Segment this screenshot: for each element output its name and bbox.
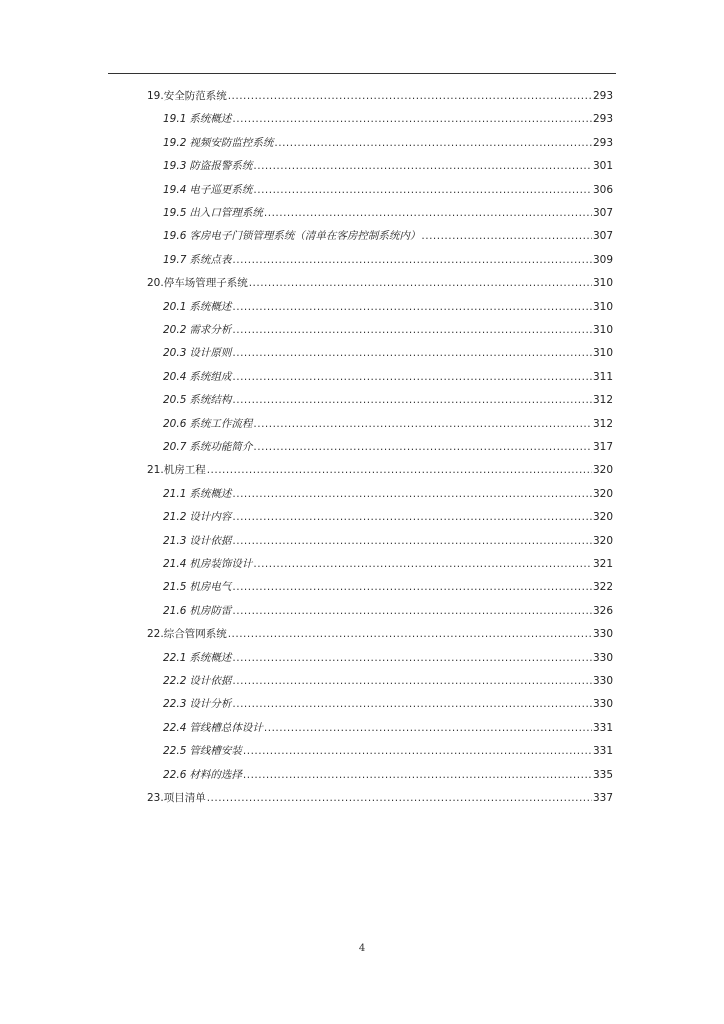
- toc-section-entry[interactable]: [163, 740, 613, 762]
- toc-section-entry[interactable]: [163, 179, 613, 201]
- toc-dot-leader: [228, 623, 592, 645]
- toc-entry-title: 系统概述: [189, 651, 232, 664]
- toc-dot-leader: [232, 530, 592, 552]
- toc-section-entry[interactable]: [163, 366, 613, 388]
- toc-dot-leader: [232, 342, 592, 364]
- toc-entry-page: 301: [592, 160, 613, 173]
- toc-entry-page: 312: [592, 417, 613, 430]
- toc-entry-page: 310: [592, 347, 613, 360]
- toc-entry-number: 22.: [147, 628, 164, 641]
- toc-section-entry[interactable]: [163, 342, 613, 364]
- toc-entry-number: 20.6: [163, 417, 187, 430]
- toc-section-entry[interactable]: [163, 764, 613, 786]
- toc-entry-page: 310: [592, 324, 613, 336]
- toc-entry-page: 330: [592, 628, 613, 641]
- toc-entry-page: 330: [592, 651, 613, 664]
- toc-dot-leader: [232, 366, 592, 388]
- toc-dot-leader: [232, 647, 592, 669]
- toc-dot-leader: [253, 179, 592, 201]
- toc-section-entry[interactable]: [163, 717, 613, 739]
- toc-dot-leader: [232, 483, 592, 505]
- toc-entry-title: 系统概述: [189, 487, 232, 500]
- toc-section-entry[interactable]: [163, 132, 613, 154]
- toc-entry-number: 21.2: [163, 511, 187, 524]
- toc-entry-number: 22.2: [163, 675, 187, 687]
- toc-section-entry[interactable]: [163, 155, 613, 177]
- toc-entry-page: 311: [592, 370, 613, 383]
- toc-entry-number: 19.: [147, 90, 164, 102]
- toc-entry-title: 材料的选择: [189, 768, 242, 781]
- toc-entry-page: 331: [592, 745, 613, 758]
- toc-entry-title: 机房装饰设计: [189, 558, 253, 570]
- toc-entry-page: 330: [592, 675, 613, 687]
- toc-section-entry[interactable]: [163, 553, 613, 575]
- toc-entry-number: 21.3: [163, 534, 187, 547]
- toc-entry-title: 出入口管理系统: [189, 207, 263, 219]
- toc-entry-number: 23.: [147, 792, 164, 804]
- toc-entry-number: 21.: [147, 464, 164, 477]
- toc-entry-number: 19.2: [163, 136, 187, 149]
- toc-entry-number: 20.7: [163, 441, 187, 453]
- toc-section-entry[interactable]: [163, 506, 613, 528]
- toc-entry-page: 335: [592, 768, 613, 781]
- toc-section-entry[interactable]: [163, 319, 613, 341]
- toc-entry-title: 系统点表: [189, 253, 232, 266]
- toc-entry-title: 机房电气: [189, 581, 232, 594]
- toc-entry-title: 系统工作流程: [189, 417, 253, 430]
- toc-entry-title: 系统功能简介: [189, 441, 253, 453]
- toc-entry-number: 21.1: [163, 487, 187, 500]
- toc-entry-number: 19.6: [163, 230, 187, 243]
- toc-entry-page: 307: [592, 230, 613, 243]
- toc-dot-leader: [243, 764, 592, 786]
- toc-entry-number: 20.4: [163, 370, 187, 383]
- toc-section-entry[interactable]: [163, 108, 613, 130]
- toc-dot-leader: [232, 296, 592, 318]
- toc-entry-title: 设计原则: [189, 347, 232, 360]
- toc-dot-leader: [232, 576, 592, 598]
- toc-entry-page: 320: [592, 534, 613, 547]
- toc-dot-leader: [232, 108, 592, 130]
- toc-entry-number: 20.: [147, 277, 164, 290]
- toc-entry-number: 20.3: [163, 347, 187, 360]
- toc-section-entry[interactable]: [163, 647, 613, 669]
- toc-entry-page: 320: [592, 511, 613, 524]
- toc-section-entry[interactable]: [163, 249, 613, 271]
- toc-entry-title: 设计内容: [189, 511, 232, 524]
- toc-entry-number: 22.5: [163, 745, 187, 758]
- toc-entry-title: 系统结构: [189, 394, 232, 407]
- toc-dot-leader: [264, 202, 592, 224]
- toc-dot-leader: [232, 249, 592, 271]
- toc-dot-leader: [264, 717, 592, 739]
- toc-entry-title: 系统概述: [189, 113, 232, 126]
- toc-entry-number: 20.5: [163, 394, 187, 407]
- toc-entry-number: 22.3: [163, 698, 187, 711]
- toc-entry-title: 电子巡更系统: [189, 183, 253, 196]
- toc-entry-page: 320: [592, 464, 613, 477]
- toc-entry-page: 337: [592, 792, 613, 804]
- toc-entry-page: 326: [592, 604, 613, 617]
- toc-entry-page: 321: [592, 558, 613, 570]
- toc-entry-page: 331: [592, 721, 613, 734]
- toc-entry-title: 设计依据: [189, 534, 232, 547]
- toc-dot-leader: [207, 787, 592, 809]
- toc-entry-page: 306: [592, 183, 613, 196]
- toc-dot-leader: [232, 506, 592, 528]
- toc-dot-leader: [232, 670, 592, 692]
- toc-entry-number: 19.1: [163, 113, 187, 126]
- toc-entry-number: 20.1: [163, 300, 187, 313]
- toc-entry-title: 系统概述: [189, 300, 232, 313]
- toc-entry-number: 22.1: [163, 651, 187, 664]
- toc-chapter-entry[interactable]: [147, 85, 613, 107]
- toc-chapter-entry[interactable]: [147, 459, 613, 481]
- toc-dot-leader: [232, 319, 592, 341]
- toc-dot-leader: [421, 225, 592, 247]
- toc-entry-page: 322: [592, 581, 613, 594]
- toc-entry-number: 21.6: [163, 604, 187, 617]
- toc-entry-title: 管线槽总体设计: [189, 721, 263, 734]
- toc-entry-title: 视频安防监控系统: [189, 136, 274, 149]
- toc-section-entry[interactable]: [163, 389, 613, 411]
- toc-chapter-entry[interactable]: [147, 623, 613, 645]
- toc-entry-number: 20.2: [163, 324, 187, 336]
- toc-entry-title: 安全防范系统: [163, 90, 227, 102]
- toc-entry-page: 330: [592, 698, 613, 711]
- toc-entry-title: 系统组成: [189, 370, 232, 383]
- toc-dot-leader: [232, 389, 592, 411]
- toc-dot-leader: [274, 132, 592, 154]
- toc-dot-leader: [243, 740, 592, 762]
- toc-entry-page: 317: [592, 441, 613, 453]
- toc-dot-leader: [228, 85, 592, 107]
- toc-entry-page: 310: [592, 300, 613, 313]
- toc-entry-page: 293: [592, 136, 613, 149]
- toc-dot-leader: [253, 553, 592, 575]
- toc-section-entry[interactable]: [163, 576, 613, 598]
- toc-entry-page: 310: [592, 277, 613, 290]
- toc-section-entry[interactable]: [163, 436, 613, 458]
- toc-section-entry[interactable]: [163, 413, 613, 435]
- toc-section-entry[interactable]: [163, 225, 613, 247]
- toc-section-entry[interactable]: [163, 530, 613, 552]
- toc-section-entry[interactable]: [163, 693, 613, 715]
- toc-entry-number: 21.4: [163, 558, 187, 570]
- toc-entry-page: 307: [592, 207, 613, 219]
- toc-chapter-entry[interactable]: [147, 272, 613, 294]
- toc-entry-page: 293: [592, 90, 613, 102]
- toc-entry-page: 293: [592, 113, 613, 126]
- toc-entry-title: 设计分析: [189, 698, 232, 711]
- toc-entry-number: 22.4: [163, 721, 187, 734]
- toc-entry-number: 19.4: [163, 183, 187, 196]
- toc-dot-leader: [232, 693, 592, 715]
- toc-section-entry[interactable]: [163, 600, 613, 622]
- toc-dot-leader: [253, 155, 592, 177]
- toc-entry-title: 停车场管理子系统: [163, 277, 248, 290]
- toc-section-entry[interactable]: [163, 296, 613, 318]
- toc-section-entry[interactable]: [163, 202, 613, 224]
- toc-dot-leader: [253, 413, 592, 435]
- toc-dot-leader: [207, 459, 592, 481]
- toc-entry-title: 需求分析: [189, 324, 232, 336]
- toc-section-entry[interactable]: [163, 483, 613, 505]
- toc-chapter-entry[interactable]: [147, 787, 613, 809]
- page-number: 4: [358, 943, 366, 954]
- toc-entry-title: 综合管网系统: [163, 628, 227, 641]
- toc-entry-page: 312: [592, 394, 613, 407]
- toc-entry-title: 机房防雷: [189, 604, 232, 617]
- toc-entry-page: 320: [592, 487, 613, 500]
- toc-entry-title: 防盗报警系统: [189, 160, 253, 173]
- toc-section-entry[interactable]: [163, 670, 613, 692]
- toc-entry-title: 管线槽安装: [189, 745, 242, 758]
- toc-entry-title: 机房工程: [163, 464, 206, 477]
- toc-entry-number: 21.5: [163, 581, 187, 594]
- toc-entry-title: 客房电子门锁管理系统（清单在客房控制系统内）: [189, 230, 421, 243]
- toc-entry-title: 设计依据: [189, 675, 232, 687]
- toc-entry-page: 309: [592, 253, 613, 266]
- toc-dot-leader: [249, 272, 592, 294]
- toc-dot-leader: [232, 600, 592, 622]
- toc-entry-number: 19.5: [163, 207, 187, 219]
- toc-entry-title: 项目清单: [163, 792, 206, 804]
- toc-entry-number: 19.7: [163, 253, 187, 266]
- toc-entry-number: 22.6: [163, 768, 187, 781]
- header-rule: [108, 73, 616, 74]
- toc-dot-leader: [253, 436, 592, 458]
- toc-entry-number: 19.3: [163, 160, 187, 173]
